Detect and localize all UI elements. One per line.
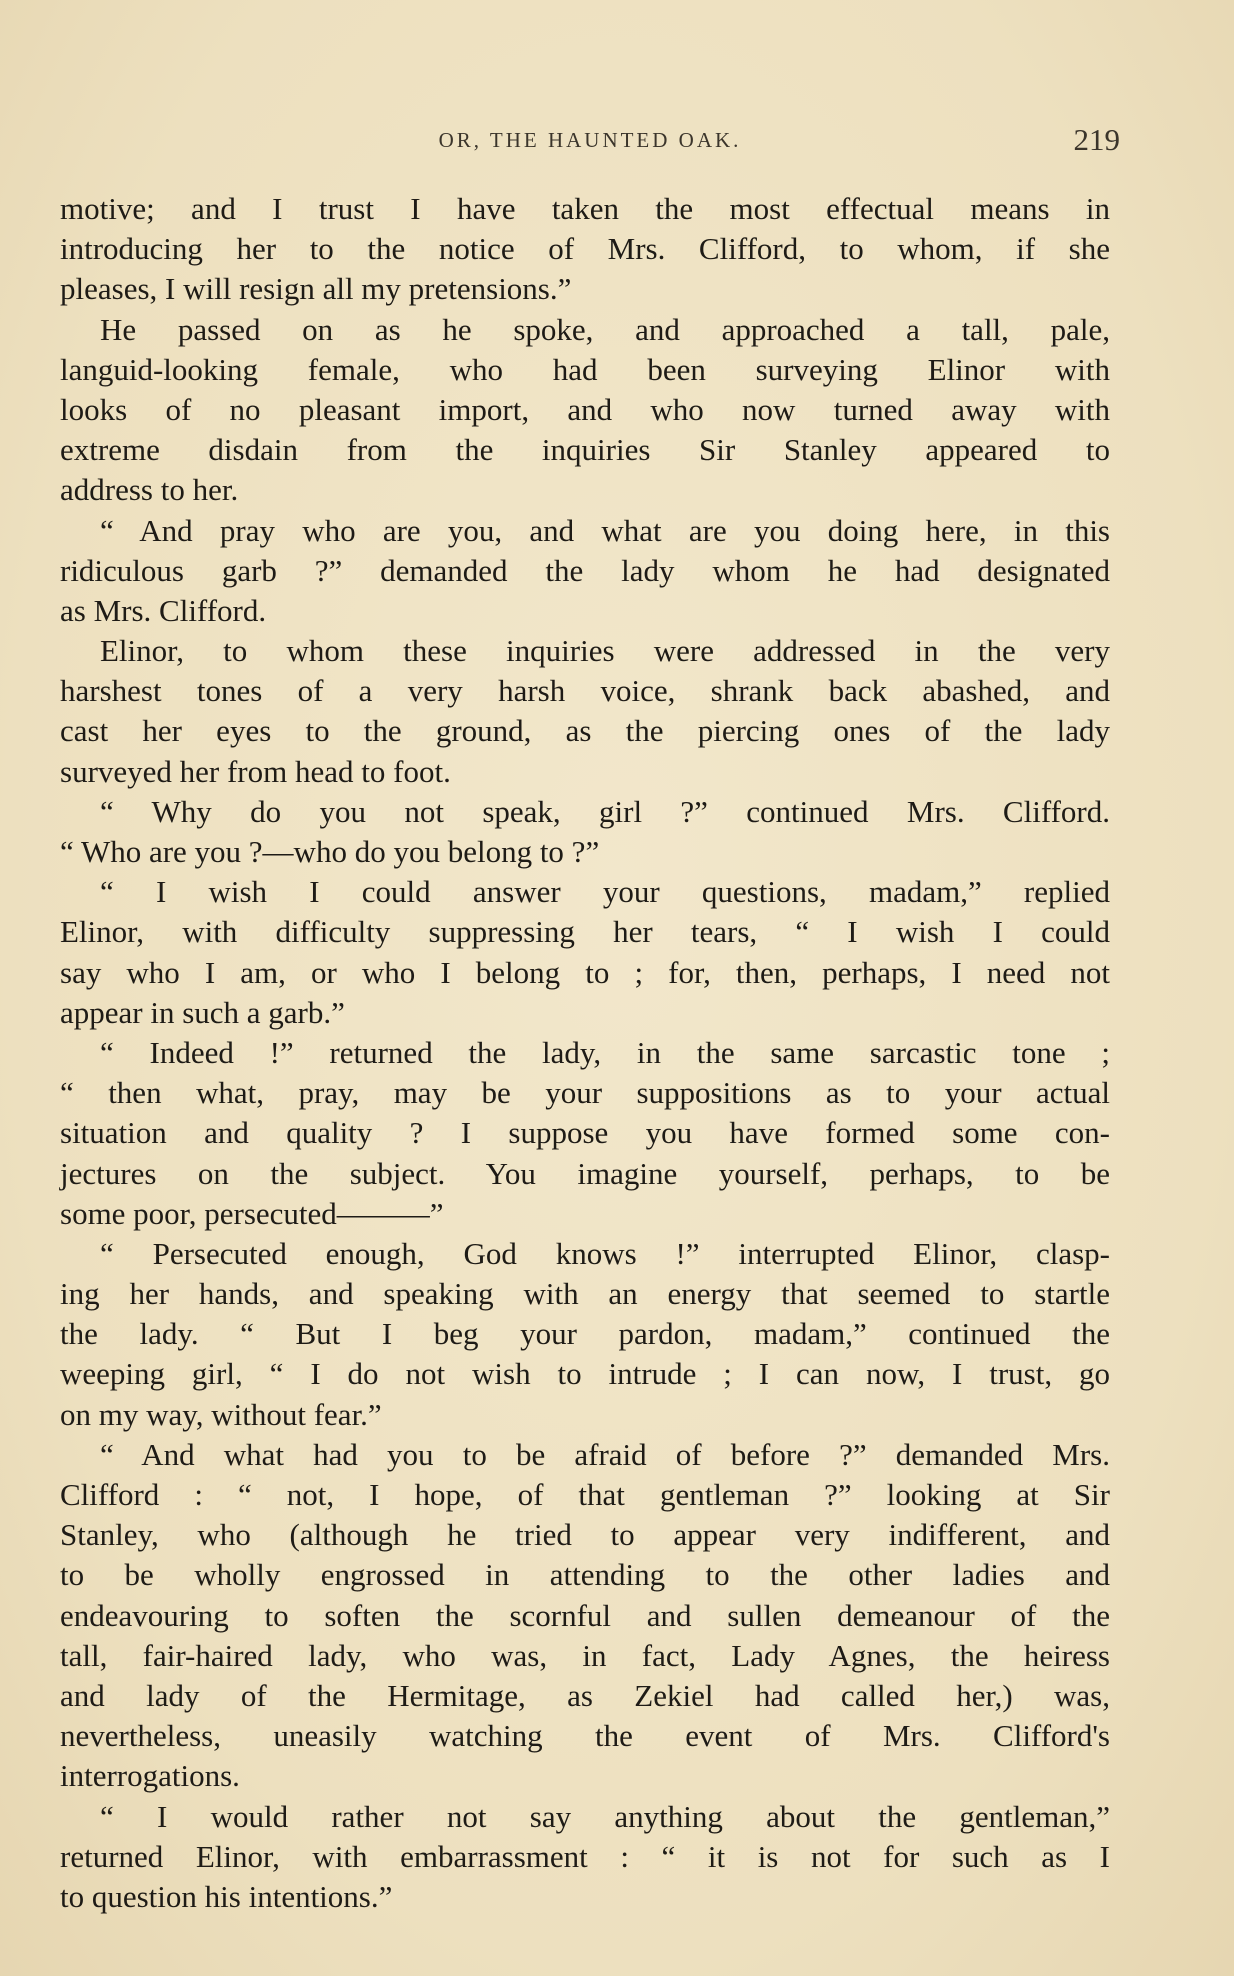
text-line: as Mrs. Clifford.: [60, 592, 267, 628]
text-line: Elinor, with difficulty suppressing her tears, “ I wish I could: [60, 914, 1110, 950]
text-line: “ And pray who are you, and what are you doing here, in this: [100, 512, 1110, 548]
text-line: to be wholly engrossed in attending to the other ladies and: [60, 1557, 1110, 1593]
text-line: “ then what, pray, may be your suppositions as to your actual: [60, 1075, 1110, 1111]
text-line: “ Persecuted enough, God knows !” interrupted Elinor, clasp-: [100, 1235, 1110, 1271]
text-line: the lady. “ But I beg your pardon, madam,” continued the: [60, 1316, 1110, 1352]
text-line: ridiculous garb ?” demanded the lady whom he had designated: [60, 552, 1110, 588]
text-line: “ I wish I could answer your questions, madam,” replied: [100, 874, 1110, 910]
text-line: motive; and I trust I have taken the most effectual means in: [60, 191, 1110, 226]
page-number: 219: [1073, 122, 1120, 157]
text-line: jectures on the subject. You imagine yourself, perhaps, to be: [60, 1155, 1110, 1191]
text-line: Clifford : “ not, I hope, of that gentleman ?” looking at Sir: [60, 1477, 1110, 1512]
text-line: “ Why do you not speak, girl ?” continued Mrs. Clifford.: [100, 793, 1110, 829]
text-line: weeping girl, “ I do not wish to intrude ; I can now, I trust, go: [60, 1356, 1110, 1392]
text-line: situation and quality ? I suppose you have formed some con-: [60, 1115, 1110, 1151]
text-line: Elinor, to whom these inquiries were addressed in the very: [100, 633, 1110, 669]
text-line: surveyed her from head to foot.: [60, 753, 451, 789]
text-line: returned Elinor, with embarrassment : “ it is not for such as I: [60, 1838, 1110, 1874]
text-line: tall, fair-haired lady, who was, in fact, Lady Agnes, the heiress: [60, 1637, 1110, 1673]
text-line: nevertheless, uneasily watching the event of Mrs. Clifford's: [60, 1718, 1110, 1754]
text-line: “ Indeed !” returned the lady, in the same sarcastic tone ;: [100, 1034, 1110, 1070]
body-text: [60, 189, 1110, 1917]
text-line: appear in such a garb.”: [60, 994, 345, 1030]
running-title: OR, THE HAUNTED OAK.: [438, 128, 742, 152]
text-line: cast her eyes to the ground, as the piercing ones of the lady: [60, 713, 1110, 749]
text-line: languid-looking female, who had been surveying Elinor with: [60, 351, 1110, 387]
running-head: [60, 122, 1120, 162]
text-line: some poor, persecuted———”: [60, 1195, 444, 1231]
text-line: pleases, I will resign all my pretensions.”: [60, 271, 572, 307]
text-line: “ Who are you ?—who do you belong to ?”: [60, 834, 600, 869]
text-line: He passed on as he spoke, and approached a tall, pale,: [100, 311, 1110, 347]
text-line: say who I am, or who I belong to ; for, then, perhaps, I need not: [60, 954, 1110, 990]
text-line: looks of no pleasant import, and who now turned away with: [60, 391, 1110, 427]
text-line: Stanley, who (although he tried to appear very indifferent, and: [60, 1517, 1110, 1553]
text-line: and lady of the Hermitage, as Zekiel had called her,) was,: [60, 1677, 1110, 1713]
text-line: harshest tones of a very harsh voice, shrank back abashed, and: [60, 673, 1110, 709]
text-line: on my way, without fear.”: [60, 1396, 382, 1432]
text-line: “ I would rather not say anything about the gentleman,”: [100, 1798, 1110, 1834]
text-line: address to her.: [60, 472, 239, 508]
text-line: to question his intentions.”: [60, 1878, 393, 1914]
text-line: extreme disdain from the inquiries Sir Stanley appeared to: [60, 432, 1110, 468]
text-line: “ And what had you to be afraid of before ?” demanded Mrs.: [100, 1436, 1110, 1472]
text-line: ing her hands, and speaking with an energy that seemed to startle: [60, 1276, 1110, 1312]
text-line: endeavouring to soften the scornful and sullen demeanour of the: [60, 1597, 1110, 1633]
text-line: interrogations.: [60, 1758, 240, 1794]
text-line: introducing her to the notice of Mrs. Clifford, to whom, if she: [60, 231, 1110, 267]
